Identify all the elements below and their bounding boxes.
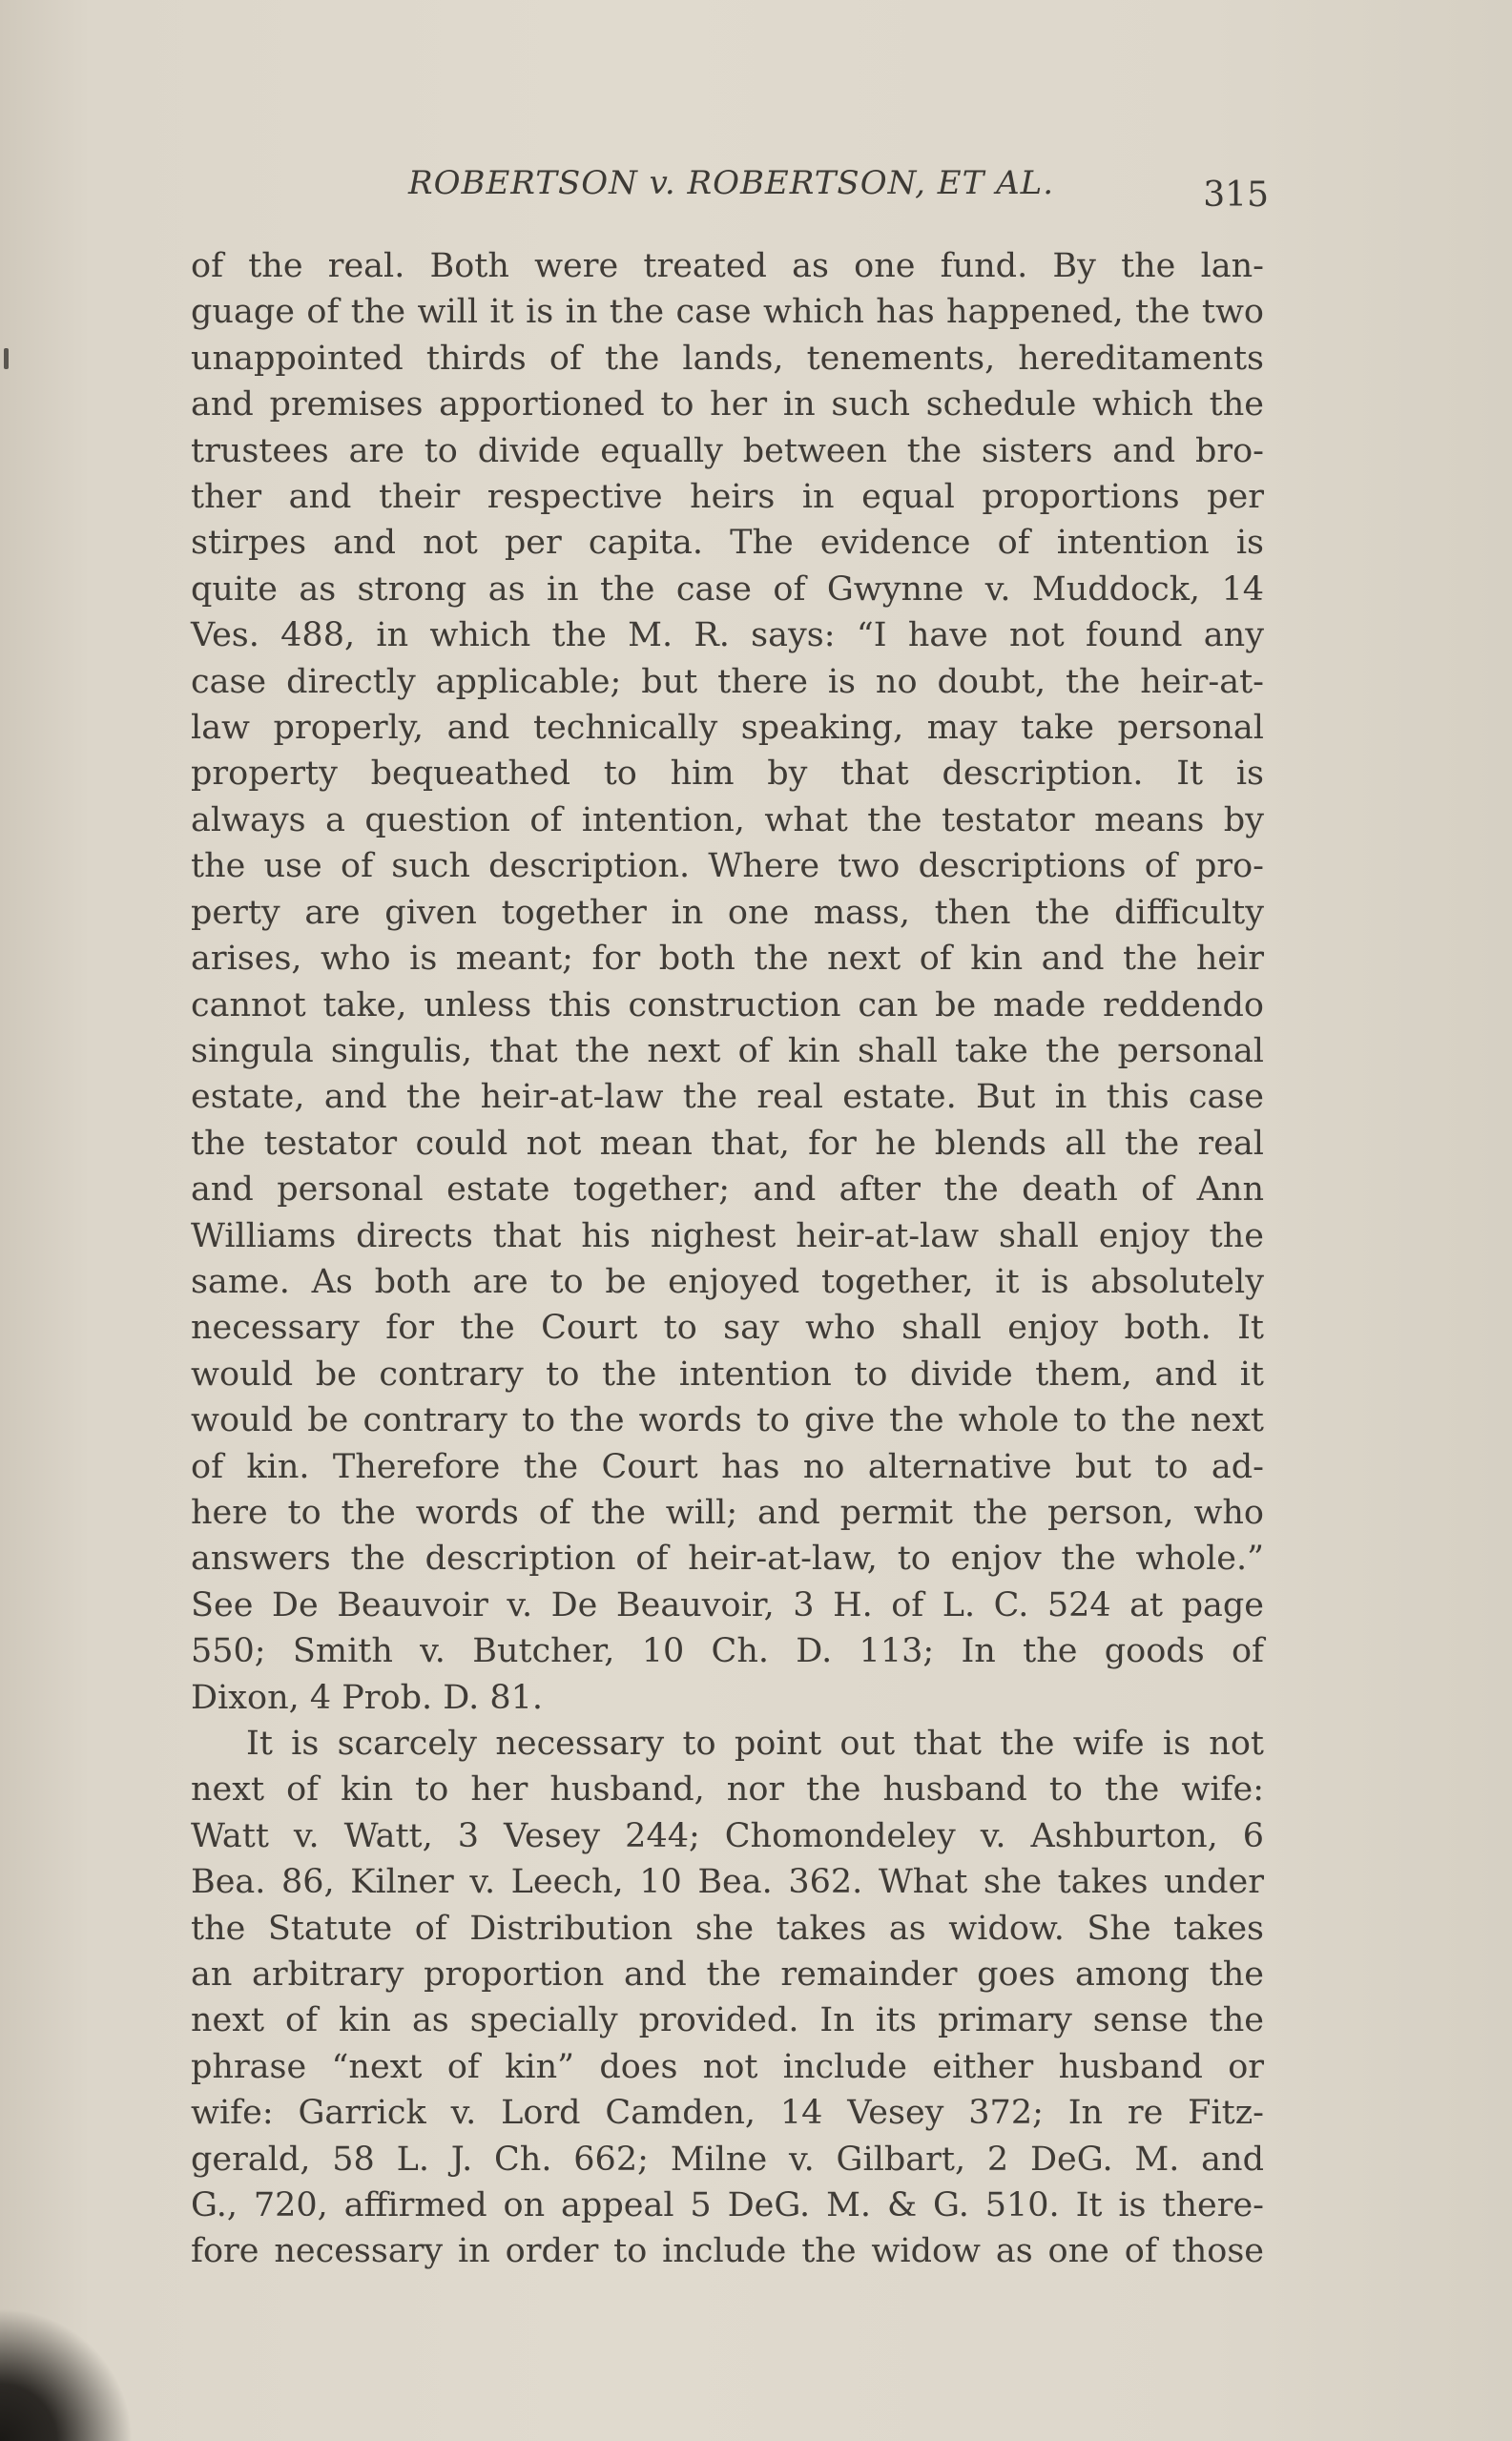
text-line: ther and their respective heirs in equal proportions per [191, 478, 1264, 517]
text-line: next of kin as specially provided. In its primary sense the [191, 2001, 1264, 2040]
text-line: and premises apportioned to her in such schedule which the [191, 385, 1264, 424]
text-line: next of kin to her husband, nor the husband to the wife: [191, 1770, 1264, 1810]
text-line: singula singulis, that the next of kin shall take the personal [191, 1031, 1264, 1070]
text-line: perty are given together in one mass, then the difficulty [191, 893, 1264, 932]
text-line: property bequeathed to him by that description. It is [191, 755, 1264, 794]
text-line: and personal estate together; and after the death of Ann [191, 1170, 1264, 1210]
text-line: G., 720, affirmed on appeal 5 DeG. M. & G. 510. It is there- [191, 2186, 1264, 2225]
text-line: stirpes and not per capita. The evidence of intention is [191, 524, 1264, 563]
paragraph-2 [191, 1721, 1264, 2275]
text-line: Watt v. Watt, 3 Vesey 244; Chomondeley v. Ashburton, 6 [191, 1816, 1264, 1855]
paragraph-1 [191, 243, 1264, 1721]
text-line: always a question of intention, what the testator means by [191, 800, 1264, 839]
text-line: estate, and the heir-at-law the real estate. But in this case [191, 1078, 1264, 1117]
text-line: unappointed thirds of the lands, tenements, hereditaments [191, 339, 1264, 378]
text-line: law properly, and technically speaking, may take personal [191, 709, 1264, 748]
text-line: of kin. Therefore the Court has no alternative but to ad- [191, 1447, 1264, 1486]
text-line: of the real. Both were treated as one fund. By the lan- [191, 247, 1264, 285]
text-line: answers the description of heir-at-law, to enjov the whole.” [191, 1540, 1264, 1579]
text-line: the Statute of Distribution she takes as widow. She takes [191, 1909, 1264, 1948]
text-line: Williams directs that his nighest heir-at-law shall enjoy the [191, 1216, 1264, 1255]
text-line: wife: Garrick v. Lord Camden, 14 Vesey 372; In re Fitz- [191, 2094, 1264, 2133]
text-line: 550; Smith v. Butcher, 10 Ch. D. 113; In the goods of [191, 1632, 1264, 1671]
text-line: case directly applicable; but there is no doubt, the heir-at- [191, 662, 1264, 701]
text-line: gerald, 58 L. J. Ch. 662; Milne v. Gilbart, 2 DeG. M. and [191, 2140, 1264, 2179]
text-line: the use of such description. Where two descriptions of pro- [191, 847, 1264, 886]
text-line: fore necessary in order to include the widow as one of those [191, 2232, 1264, 2271]
text-line: the testator could not mean that, for he blends all the real [191, 1124, 1264, 1163]
text-line: cannot take, unless this construction can be made reddendo [191, 985, 1264, 1024]
text-line: It is scarcely necessary to point out that the wife is not [246, 1725, 1264, 1763]
text-line: would be contrary to the words to give the whole to the next [191, 1401, 1264, 1440]
text-line: necessary for the Court to say who shall enjoy both. It [191, 1309, 1264, 1348]
text-line: guage of the will it is in the case which has happened, the two [191, 293, 1264, 332]
page-number: 315 [1203, 176, 1269, 215]
text-line: trustees are to divide equally between the sisters and bro- [191, 431, 1264, 470]
binding-shadow [0, 2307, 134, 2441]
running-head [200, 164, 1269, 221]
body-text [191, 243, 1264, 2275]
text-line: phrase “next of kin” does not include either husband or [191, 2047, 1264, 2086]
text-line: an arbitrary proportion and the remainder goes among the [191, 1955, 1264, 1995]
gutter-mark [4, 348, 9, 369]
text-line: quite as strong as in the case of Gwynne v. Muddock, 14 [191, 569, 1264, 609]
text-line: See De Beauvoir v. De Beauvoir, 3 H. of L. C. 524 at page [191, 1585, 1264, 1624]
text-line: would be contrary to the intention to divide them, and it [191, 1355, 1264, 1394]
text-line: same. As both are to be enjoyed together, it is absolutely [191, 1262, 1264, 1301]
text-line: Bea. 86, Kilner v. Leech, 10 Bea. 362. What she takes under [191, 1863, 1264, 1902]
text-line: here to the words of the will; and permit the person, who [191, 1493, 1264, 1532]
text-line: Dixon, 4 Prob. D. 81. [191, 1678, 543, 1717]
running-title: ROBERTSON v. ROBERTSON, ET AL. [408, 164, 1055, 202]
text-line: arises, who is meant; for both the next of kin and the heir [191, 940, 1264, 979]
text-line: Ves. 488, in which the M. R. says: “I have not found any [191, 616, 1264, 655]
